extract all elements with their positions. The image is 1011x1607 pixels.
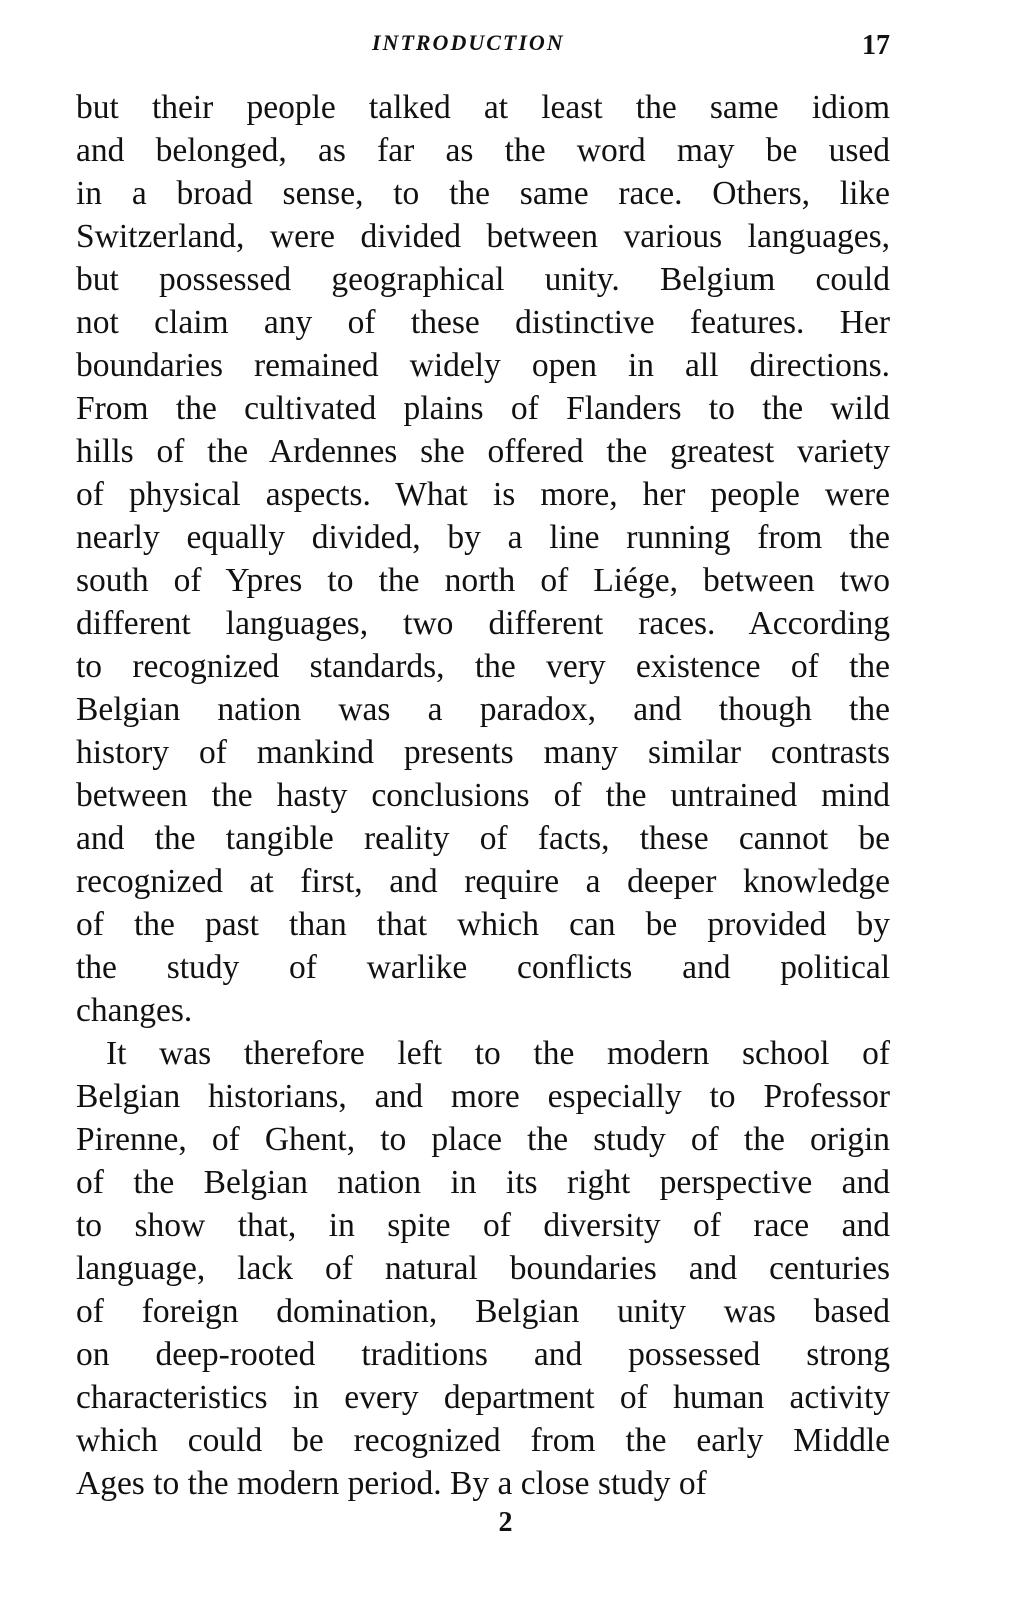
- running-title: INTRODUCTION: [372, 30, 565, 55]
- text-line: different languages, two different races. According: [76, 605, 890, 642]
- text-line: nearly equally divided, by a line running from the: [76, 519, 890, 556]
- text-line: boundaries remained widely open in all directions.: [76, 347, 890, 384]
- text-line: and the tangible reality of facts, these cannot be: [76, 820, 890, 857]
- text-line: characteristics in every department of human activity: [76, 1379, 890, 1416]
- text-line: between the hasty conclusions of the untrained mind: [76, 777, 890, 814]
- text-line: Belgian nation was a paradox, and though the: [76, 691, 890, 728]
- running-head: [0, 30, 1011, 64]
- paragraph-container: [76, 86, 890, 1505]
- text-line: of foreign domination, Belgian unity was based: [76, 1293, 890, 1330]
- text-line: recognized at first, and require a deeper knowledge: [76, 863, 890, 900]
- text-line: and belonged, as far as the word may be used: [76, 132, 890, 169]
- body-text: [76, 86, 890, 1505]
- text-line: of the Belgian nation in its right perspective and: [76, 1164, 890, 1201]
- text-line: It was therefore left to the modern school of: [106, 1035, 890, 1072]
- text-line: but their people talked at least the same idiom: [76, 89, 890, 126]
- text-line: on deep-rooted traditions and possessed strong: [76, 1336, 890, 1373]
- signature-mark: 2: [498, 1507, 513, 1538]
- text-line: Ages to the modern period. By a close study of: [76, 1465, 707, 1502]
- text-line: history of mankind presents many similar contrasts: [76, 734, 890, 771]
- text-line: changes.: [76, 992, 193, 1029]
- page-number: 17: [862, 30, 890, 61]
- text-line: of the past than that which can be provided by: [76, 906, 890, 943]
- text-line: of physical aspects. What is more, her people were: [76, 476, 890, 513]
- text-line: in a broad sense, to the same race. Others, like: [76, 175, 890, 212]
- text-line: Pirenne, of Ghent, to place the study of the origin: [76, 1121, 890, 1158]
- text-line: to recognized standards, the very existence of the: [76, 648, 890, 685]
- text-line: the study of warlike conflicts and political: [76, 949, 890, 986]
- text-line: Belgian historians, and more especially to Professor: [76, 1078, 890, 1115]
- text-line: to show that, in spite of diversity of race and: [76, 1207, 890, 1244]
- text-line: hills of the Ardennes she offered the greatest variety: [76, 433, 890, 470]
- text-line: not claim any of these distinctive features. Her: [76, 304, 890, 341]
- text-line: language, lack of natural boundaries and centuries: [76, 1250, 890, 1287]
- text-line: Switzerland, were divided between various languages,: [76, 218, 890, 255]
- text-line: south of Ypres to the north of Liége, between two: [76, 562, 890, 599]
- text-line: From the cultivated plains of Flanders to the wild: [76, 390, 890, 427]
- text-line: which could be recognized from the early Middle: [76, 1422, 890, 1459]
- text-line: but possessed geographical unity. Belgium could: [76, 261, 890, 298]
